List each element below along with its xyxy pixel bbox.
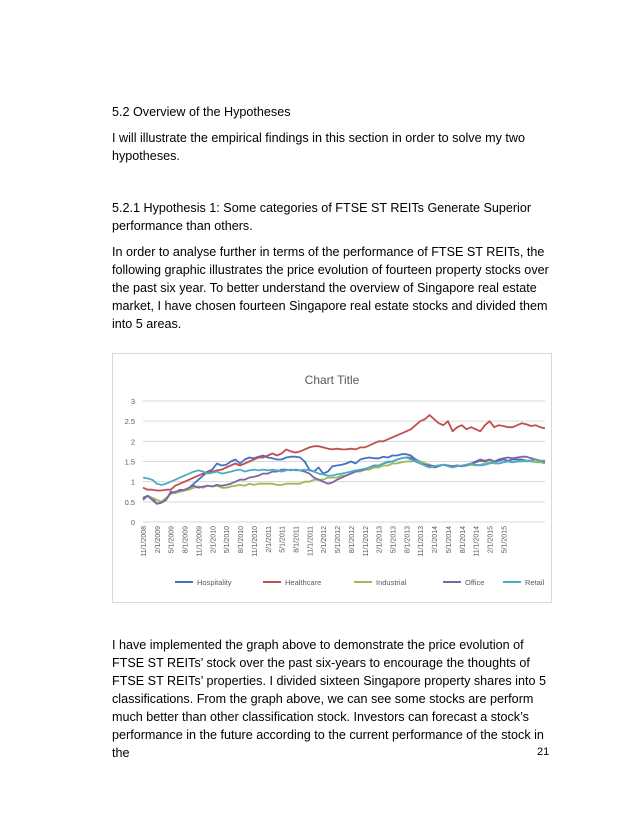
x-tick-label: 8/1/2013 xyxy=(404,526,412,554)
x-tick-label: 8/1/2014 xyxy=(459,526,467,554)
x-tick-label: 11/1/2009 xyxy=(196,526,204,557)
x-tick-label: 8/1/2012 xyxy=(348,526,356,554)
x-tick-label: 8/1/2009 xyxy=(182,526,190,554)
y-tick-label: 3 xyxy=(130,397,135,406)
legend-label-hospitality: Hospitality xyxy=(197,578,232,587)
x-tick-label: 2/1/2010 xyxy=(210,526,218,554)
x-tick-label: 2/1/2014 xyxy=(432,526,440,554)
x-tick-label: 5/1/2010 xyxy=(224,526,232,554)
legend-label-industrial: Industrial xyxy=(376,578,407,587)
x-tick-label: 5/1/2014 xyxy=(445,526,453,554)
chart-title: Chart Title xyxy=(304,373,360,387)
body-paragraph-1: In order to analyse further in terms of the performance of FTSE ST REITs, the following graphic illustrates the price evolution of fourteen property stocks over the past six year. To better understand the overview of Singapore real estate market, I have chosen fourteen Singapore real estate stocks and divided them into 5 areas. xyxy=(112,245,549,331)
series-line-healthcare xyxy=(143,415,545,490)
legend-label-retail: Retail xyxy=(525,578,545,587)
x-tick-label: 11/1/2010 xyxy=(251,526,259,557)
intro-paragraph: I will illustrate the empirical findings in this section in order to solve my two hypotheses. xyxy=(112,131,525,163)
y-tick-label: 1.5 xyxy=(124,457,135,467)
x-tick-label: 8/1/2011 xyxy=(293,526,301,553)
x-tick-label: 5/1/2011 xyxy=(279,526,287,553)
x-tick-label: 5/1/2015 xyxy=(501,526,509,554)
y-tick-label: 2.5 xyxy=(124,417,135,427)
line-chart xyxy=(112,353,552,603)
body-paragraph-2: I have implemented the graph above to demonstrate the price evolution of FTSE ST REITs’ stock over the past six-years to encourage the thoughts of FTSE ST REITs’ properties. I divided sixteen Singapore property shares into 5 classifications. From the graph above, we can see some stocks are perform much better than other classification stock. Investors can forecast a stock’s performance in the future according to the current performance of the stock in the xyxy=(112,638,546,760)
legend-label-office: Office xyxy=(465,578,485,587)
legend-label-healthcare: Healthcare xyxy=(285,578,322,587)
x-tick-label: 5/1/2013 xyxy=(390,526,398,554)
x-tick-label: 2/1/2013 xyxy=(376,526,384,554)
page-number: 21 xyxy=(537,746,550,758)
y-tick-label: 1 xyxy=(130,477,135,487)
y-tick-label: 2 xyxy=(130,437,135,447)
x-tick-label: 11/1/2011 xyxy=(307,526,315,557)
x-tick-label: 5/1/2009 xyxy=(168,526,176,554)
x-tick-label: 2/1/2012 xyxy=(321,526,329,554)
x-tick-label: 11/1/2014 xyxy=(473,526,481,557)
x-tick-label: 2/1/2015 xyxy=(487,526,495,554)
x-tick-label: 11/1/2008 xyxy=(141,526,148,557)
section-heading: 5.2 Overview of the Hypotheses xyxy=(112,105,291,119)
x-tick-label: 8/1/2010 xyxy=(238,526,246,554)
y-tick-label: 0 xyxy=(130,518,135,527)
chart-canvas xyxy=(113,354,551,602)
y-tick-label: 0.5 xyxy=(124,497,135,507)
subsection-heading: 5.2.1 Hypothesis 1: Some categories of FTSE ST REITs Generate Superior performance than others. xyxy=(112,201,532,233)
x-tick-label: 11/1/2012 xyxy=(362,526,370,557)
x-tick-label: 5/1/2012 xyxy=(335,526,343,554)
x-tick-label: 2/1/2009 xyxy=(154,526,162,554)
x-tick-label: 11/1/2013 xyxy=(418,526,426,557)
x-tick-label: 2/1/2011 xyxy=(265,526,273,553)
